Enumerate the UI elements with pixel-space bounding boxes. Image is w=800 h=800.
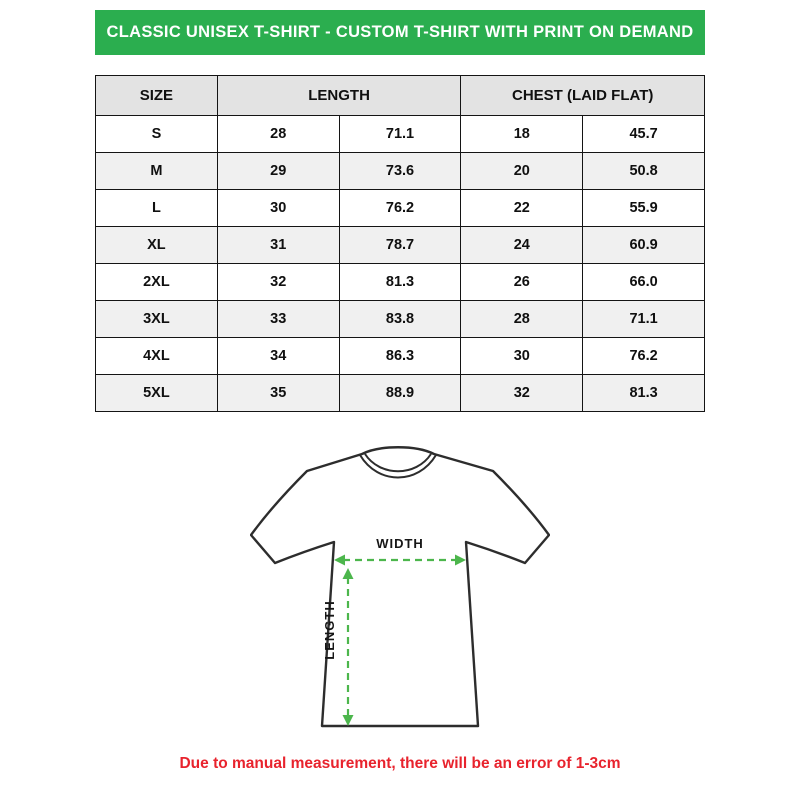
- cell-chest-cm: 50.8: [583, 153, 705, 190]
- cell-chest-in: 26: [461, 264, 583, 301]
- cell-chest-cm: 45.7: [583, 116, 705, 153]
- cell-length-cm: 71.1: [339, 116, 461, 153]
- cell-length-in: 35: [217, 375, 339, 412]
- cell-chest-cm: 71.1: [583, 301, 705, 338]
- cell-length-in: 29: [217, 153, 339, 190]
- table-row-xl: [96, 227, 705, 264]
- cell-size: 2XL: [96, 264, 218, 301]
- size-table: [95, 75, 705, 412]
- cell-length-cm: 73.6: [339, 153, 461, 190]
- cell-length-cm: 76.2: [339, 190, 461, 227]
- cell-chest-in: 32: [461, 375, 583, 412]
- cell-chest-in: 28: [461, 301, 583, 338]
- title-banner: [95, 10, 705, 55]
- cell-chest-in: 24: [461, 227, 583, 264]
- cell-length-in: 33: [217, 301, 339, 338]
- table-row-3xl: [96, 301, 705, 338]
- header-row: [96, 76, 705, 116]
- cell-chest-cm: 55.9: [583, 190, 705, 227]
- cell-size: L: [96, 190, 218, 227]
- tshirt-measurement-diagram: [250, 440, 550, 740]
- col-header-chest: CHEST (LAID FLAT): [461, 76, 705, 116]
- cell-length-in: 31: [217, 227, 339, 264]
- page-title: CLASSIC UNISEX T-SHIRT - CUSTOM T-SHIRT WITH PRINT ON DEMAND: [106, 23, 694, 41]
- cell-size: M: [96, 153, 218, 190]
- cell-length-in: 30: [217, 190, 339, 227]
- size-table-body: [96, 116, 705, 412]
- cell-length-cm: 78.7: [339, 227, 461, 264]
- measurement-note: Due to manual measurement, there will be an error of 1-3cm: [179, 755, 621, 772]
- cell-size: 5XL: [96, 375, 218, 412]
- cell-size: 4XL: [96, 338, 218, 375]
- cell-size: 3XL: [96, 301, 218, 338]
- cell-length-in: 34: [217, 338, 339, 375]
- table-row-2xl: [96, 264, 705, 301]
- cell-length-cm: 88.9: [339, 375, 461, 412]
- col-header-size: SIZE: [96, 76, 218, 116]
- cell-chest-in: 18: [461, 116, 583, 153]
- width-label: WIDTH: [376, 536, 424, 551]
- length-label: LENGTH: [322, 600, 337, 660]
- table-row-m: [96, 153, 705, 190]
- cell-length-cm: 86.3: [339, 338, 461, 375]
- cell-length-cm: 83.8: [339, 301, 461, 338]
- cell-size: XL: [96, 227, 218, 264]
- cell-size: S: [96, 116, 218, 153]
- cell-chest-cm: 76.2: [583, 338, 705, 375]
- col-header-length: LENGTH: [217, 76, 461, 116]
- cell-length-cm: 81.3: [339, 264, 461, 301]
- cell-chest-in: 22: [461, 190, 583, 227]
- cell-chest-cm: 60.9: [583, 227, 705, 264]
- cell-chest-cm: 66.0: [583, 264, 705, 301]
- cell-chest-in: 20: [461, 153, 583, 190]
- table-row-4xl: [96, 338, 705, 375]
- tshirt-outline: [251, 447, 549, 726]
- cell-length-in: 32: [217, 264, 339, 301]
- cell-chest-cm: 81.3: [583, 375, 705, 412]
- table-row-5xl: [96, 375, 705, 412]
- cell-length-in: 28: [217, 116, 339, 153]
- cell-chest-in: 30: [461, 338, 583, 375]
- table-row-s: [96, 116, 705, 153]
- table-row-l: [96, 190, 705, 227]
- size-table-header: [96, 76, 705, 116]
